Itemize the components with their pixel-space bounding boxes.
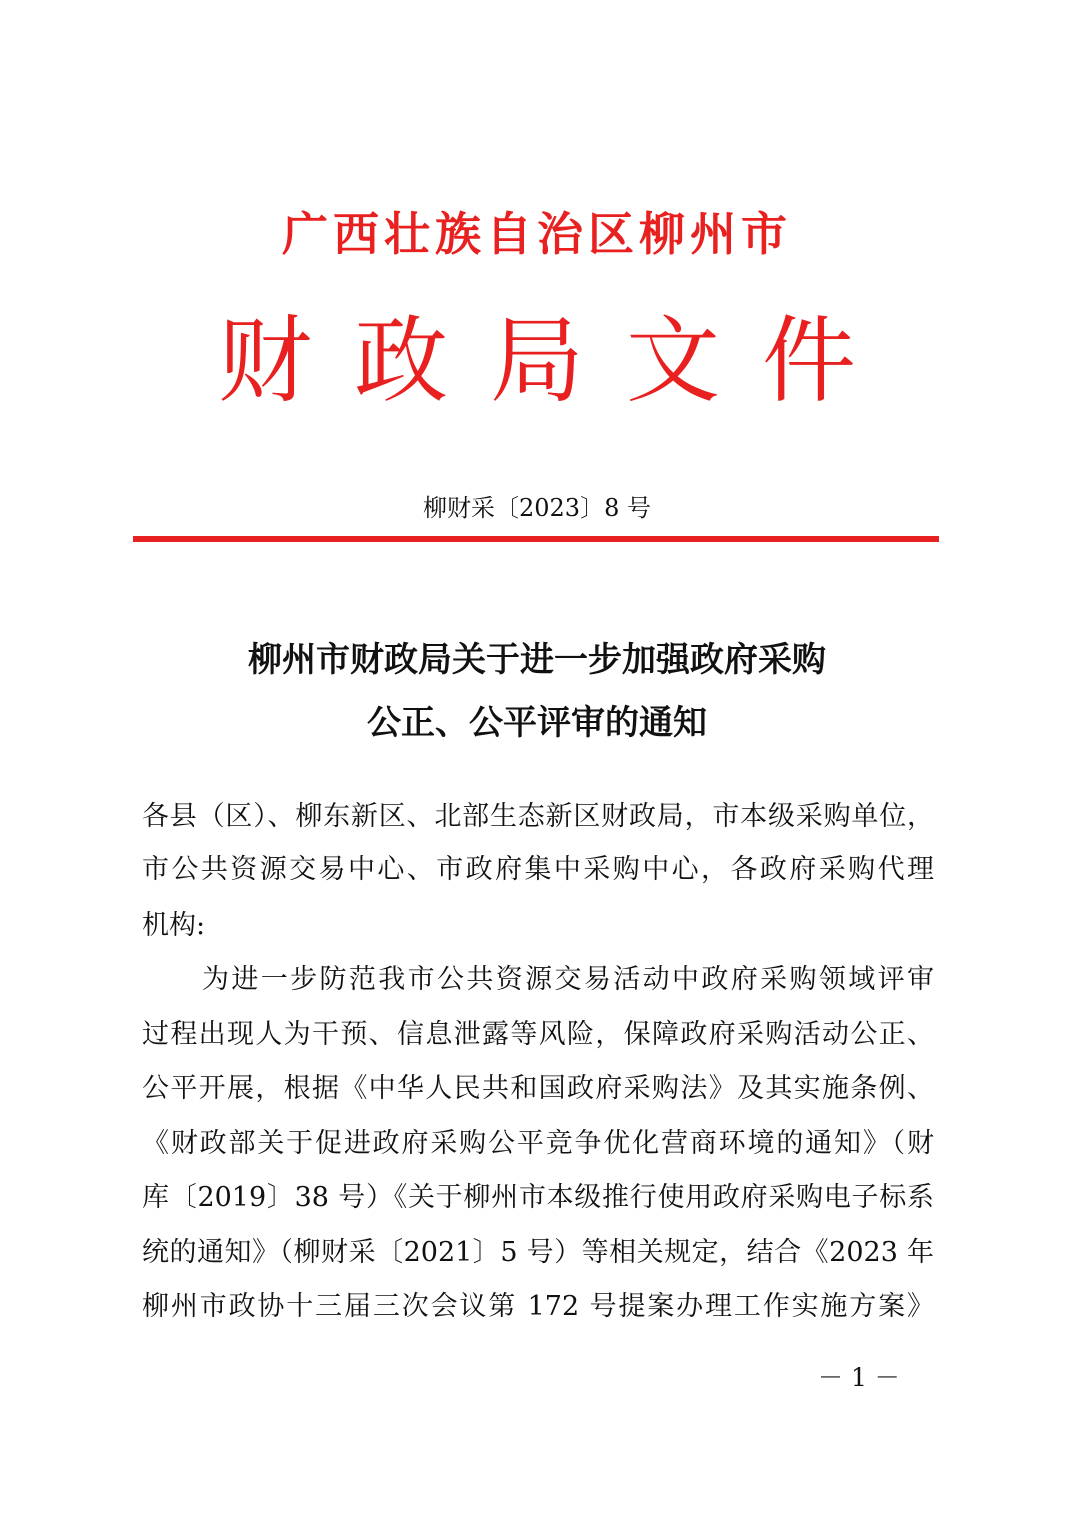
issuer-line: 广西壮族自治区柳州市 — [282, 207, 792, 261]
body-line: 为进一步防范我市公共资源交易活动中政府采购领域评审 — [202, 964, 934, 995]
addressee-line: 各县（区）、柳东新区、北部生态新区财政局，市本级采购单位， — [142, 801, 934, 832]
document-number: 柳财采〔2023〕8 号 — [423, 494, 651, 522]
addressee-line: 市公共资源交易中心、市政府集中采购中心，各政府采购代理 — [142, 854, 934, 885]
red-divider-rule — [133, 536, 939, 542]
body-line: 柳州市政协十三届三次会议第 172 号提案办理工作实施方案》 — [142, 1291, 934, 1322]
document-type-heading: 财政局文件 — [217, 307, 898, 416]
body-line: 库〔2019〕38 号）《关于柳州市本级推行使用政府采购电子标系 — [142, 1182, 934, 1213]
body-line: 统的通知》（柳财采〔2021〕5 号）等相关规定，结合《2023 年 — [142, 1237, 934, 1268]
page-number: － 1 － — [818, 1363, 900, 1392]
document-title-line-2: 公正、公平评审的通知 — [367, 703, 707, 743]
addressee-line: 机构: — [142, 910, 206, 941]
body-line: 公平开展，根据《中华人民共和国政府采购法》及其实施条例、 — [142, 1073, 934, 1104]
body-line: 《财政部关于促进政府采购公平竞争优化营商环境的通知》（财 — [142, 1128, 934, 1159]
body-line: 过程出现人为干预、信息泄露等风险，保障政府采购活动公正、 — [142, 1019, 934, 1050]
document-title-line-1: 柳州市财政局关于进一步加强政府采购 — [248, 640, 826, 680]
